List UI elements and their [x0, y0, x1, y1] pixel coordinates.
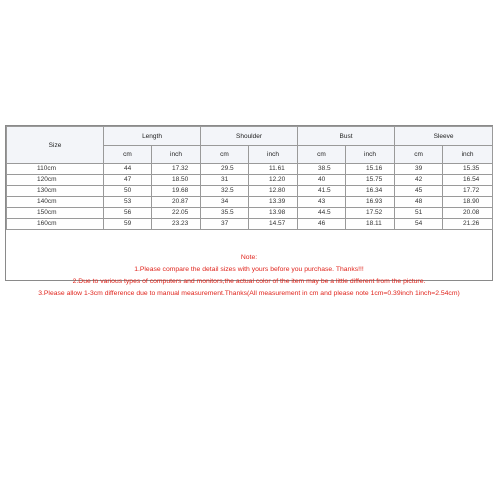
shoulder-cm-cell: 37	[201, 219, 249, 230]
length-inch-cell: 23.23	[152, 219, 201, 230]
bust-inch-cell: 15.75	[346, 175, 395, 186]
length-inch-cell: 20.87	[152, 197, 201, 208]
note-line-3: 3.Please allow 1-3cm difference due to manual measurement.Thanks(All measurement in cm and please note 1cm=0.39inch 1inch=2.54cm)	[38, 290, 460, 297]
bust-header: Bust	[298, 127, 395, 146]
sleeve-inch-cell: 21.26	[443, 219, 493, 230]
table-row	[7, 186, 493, 197]
length-cm-cell: 59	[104, 219, 152, 230]
unit-inch-header: inch	[443, 146, 493, 164]
bust-inch-cell: 16.93	[346, 197, 395, 208]
size-cell: 160cm	[7, 219, 104, 230]
shoulder-header: Shoulder	[201, 127, 298, 146]
sleeve-cm-cell: 42	[395, 175, 443, 186]
shoulder-inch-cell: 14.57	[249, 219, 298, 230]
length-inch-cell: 22.05	[152, 208, 201, 219]
note-title: Note:	[240, 254, 258, 261]
size-cell: 130cm	[7, 186, 104, 197]
shoulder-cm-cell: 29.5	[201, 164, 249, 175]
sleeve-inch-cell: 20.08	[443, 208, 493, 219]
table-row	[7, 219, 493, 230]
shoulder-inch-cell: 13.39	[249, 197, 298, 208]
bust-cm-cell: 38.5	[298, 164, 346, 175]
sleeve-cm-cell: 54	[395, 219, 443, 230]
shoulder-inch-cell: 13.98	[249, 208, 298, 219]
bust-inch-cell: 18.11	[346, 219, 395, 230]
size-column-header: Size	[7, 127, 104, 164]
length-cm-cell: 53	[104, 197, 152, 208]
length-cm-cell: 50	[104, 186, 152, 197]
length-cm-cell: 56	[104, 208, 152, 219]
unit-inch-header: inch	[152, 146, 201, 164]
unit-inch-header: inch	[249, 146, 298, 164]
bust-inch-cell: 17.52	[346, 208, 395, 219]
table-row	[7, 175, 493, 186]
sleeve-cm-cell: 51	[395, 208, 443, 219]
table-row	[7, 208, 493, 219]
bust-inch-cell: 16.34	[346, 186, 395, 197]
shoulder-inch-cell: 12.20	[249, 175, 298, 186]
length-cm-cell: 47	[104, 175, 152, 186]
table-row	[7, 164, 493, 175]
note-line-2: 2.Due to various types of computers and monitors,the actual color of the item may be a little different from the picture.	[72, 278, 426, 285]
bust-cm-cell: 46	[298, 219, 346, 230]
length-inch-cell: 18.50	[152, 175, 201, 186]
size-cell: 150cm	[7, 208, 104, 219]
sleeve-cm-cell: 39	[395, 164, 443, 175]
bust-cm-cell: 40	[298, 175, 346, 186]
shoulder-cm-cell: 34	[201, 197, 249, 208]
shoulder-cm-cell: 31	[201, 175, 249, 186]
sleeve-inch-cell: 16.54	[443, 175, 493, 186]
bust-cm-cell: 44.5	[298, 208, 346, 219]
size-cell: 120cm	[7, 175, 104, 186]
table-row	[7, 197, 493, 208]
sleeve-cm-cell: 45	[395, 186, 443, 197]
size-cell: 110cm	[7, 164, 104, 175]
unit-cm-header: cm	[201, 146, 249, 164]
unit-cm-header: cm	[298, 146, 346, 164]
length-inch-cell: 19.68	[152, 186, 201, 197]
sleeve-header: Sleeve	[395, 127, 493, 146]
sleeve-inch-cell: 18.90	[443, 197, 493, 208]
bust-inch-cell: 15.16	[346, 164, 395, 175]
note-line-1: 1.Please compare the detail sizes with yours before you purchase. Thanks!!!	[134, 266, 364, 273]
shoulder-inch-cell: 12.80	[249, 186, 298, 197]
sleeve-cm-cell: 48	[395, 197, 443, 208]
size-chart	[5, 125, 493, 297]
size-cell: 140cm	[7, 197, 104, 208]
table-body	[7, 164, 493, 230]
bust-cm-cell: 43	[298, 197, 346, 208]
unit-inch-header: inch	[346, 146, 395, 164]
sleeve-inch-cell: 17.72	[443, 186, 493, 197]
sleeve-inch-cell: 15.35	[443, 164, 493, 175]
length-cm-cell: 44	[104, 164, 152, 175]
group-header-row	[7, 127, 493, 146]
shoulder-cm-cell: 35.5	[201, 208, 249, 219]
unit-cm-header: cm	[395, 146, 443, 164]
shoulder-inch-cell: 11.61	[249, 164, 298, 175]
bust-cm-cell: 41.5	[298, 186, 346, 197]
shoulder-cm-cell: 32.5	[201, 186, 249, 197]
notes-section	[6, 252, 492, 300]
length-inch-cell: 17.32	[152, 164, 201, 175]
size-table	[6, 126, 493, 230]
unit-cm-header: cm	[104, 146, 152, 164]
length-header: Length	[104, 127, 201, 146]
